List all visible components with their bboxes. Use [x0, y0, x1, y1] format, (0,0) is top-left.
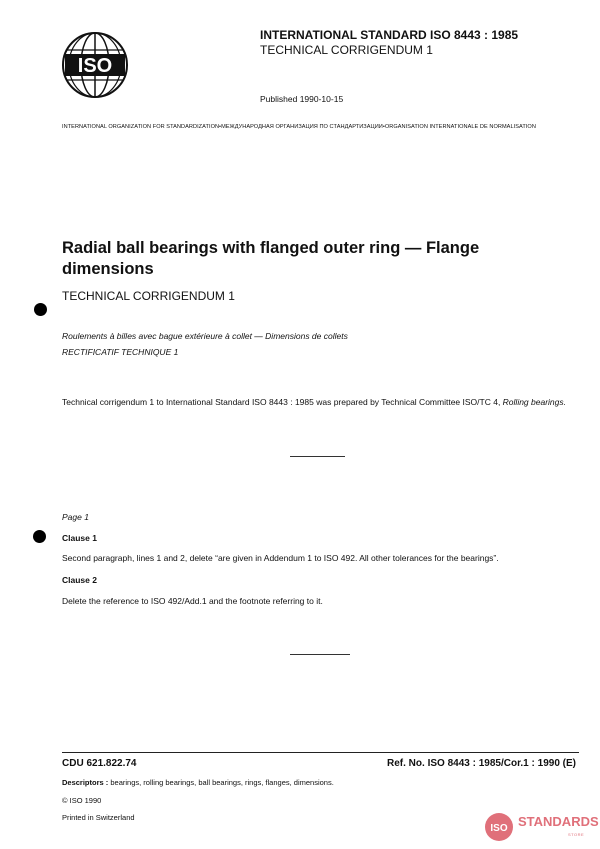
- descriptors-list: bearings, rolling bearings, ball bearings, rings, flanges, dimensions.: [108, 778, 334, 787]
- section-divider: [290, 456, 345, 457]
- organization-names: INTERNATIONAL ORGANIZATION FOR STANDARDIZATION•МЕЖДУНАРОДНАЯ ОРГАНИЗАЦИЯ ПО СТАНДАРТИЗАЦИИ•ORGANISATION INTERNATIONALE DE NORMALISATION: [62, 124, 536, 130]
- globe-icon: [484, 812, 514, 842]
- document-subtitle: TECHNICAL CORRIGENDUM 1: [62, 289, 235, 303]
- corrigendum-label: TECHNICAL CORRIGENDUM 1: [260, 43, 433, 57]
- svg-text:ISO: ISO: [77, 55, 113, 77]
- printed-in: Printed in Switzerland: [62, 813, 135, 822]
- cdu-number: CDU 621.822.74: [62, 758, 137, 769]
- clause2-heading: Clause 2: [62, 575, 97, 585]
- watermark: [484, 810, 599, 844]
- watermark-store: STORE: [568, 832, 585, 837]
- clause2-text: Delete the reference to ISO 492/Add.1 and the footnote referring to it.: [62, 596, 323, 606]
- clause1-heading: Clause 1: [62, 533, 97, 543]
- watermark-text: STANDARDS: [518, 814, 599, 829]
- committee-name: Rolling bearings.: [502, 397, 566, 407]
- french-title: Roulements à billes avec bague extérieure à collet — Dimensions de collets: [62, 331, 348, 341]
- standard-title: INTERNATIONAL STANDARD ISO 8443 : 1985: [260, 28, 519, 42]
- descriptors: [62, 778, 334, 787]
- iso-logo: [60, 30, 130, 100]
- svg-text:ISO: ISO: [490, 823, 508, 834]
- published-date: Published 1990-10-15: [260, 94, 344, 104]
- clause1-text: Second paragraph, lines 1 and 2, delete “are given in Addendum 1 to ISO 492. All other tolerances for the bearings”.: [62, 553, 499, 563]
- page-label: Page 1: [62, 512, 89, 522]
- footer-rule: [62, 752, 579, 753]
- reference-number: Ref. No. ISO 8443 : 1985/Cor.1 : 1990 (E): [387, 758, 576, 769]
- margin-bullet-mark: [33, 530, 46, 543]
- copyright: © ISO 1990: [62, 796, 102, 805]
- intro-paragraph: [62, 397, 566, 407]
- descriptors-label: Descriptors :: [62, 778, 109, 787]
- section-divider: [290, 654, 350, 655]
- french-subtitle: RECTIFICATIF TECHNIQUE 1: [62, 347, 179, 357]
- margin-bullet-mark: [34, 303, 47, 316]
- intro-text: Technical corrigendum 1 to International Standard ISO 8443 : 1985 was prepared by Technical Committee ISO/TC 4,: [62, 397, 503, 407]
- document-title: Radial ball bearings with flanged outer ring — Flange dimensions: [62, 239, 480, 278]
